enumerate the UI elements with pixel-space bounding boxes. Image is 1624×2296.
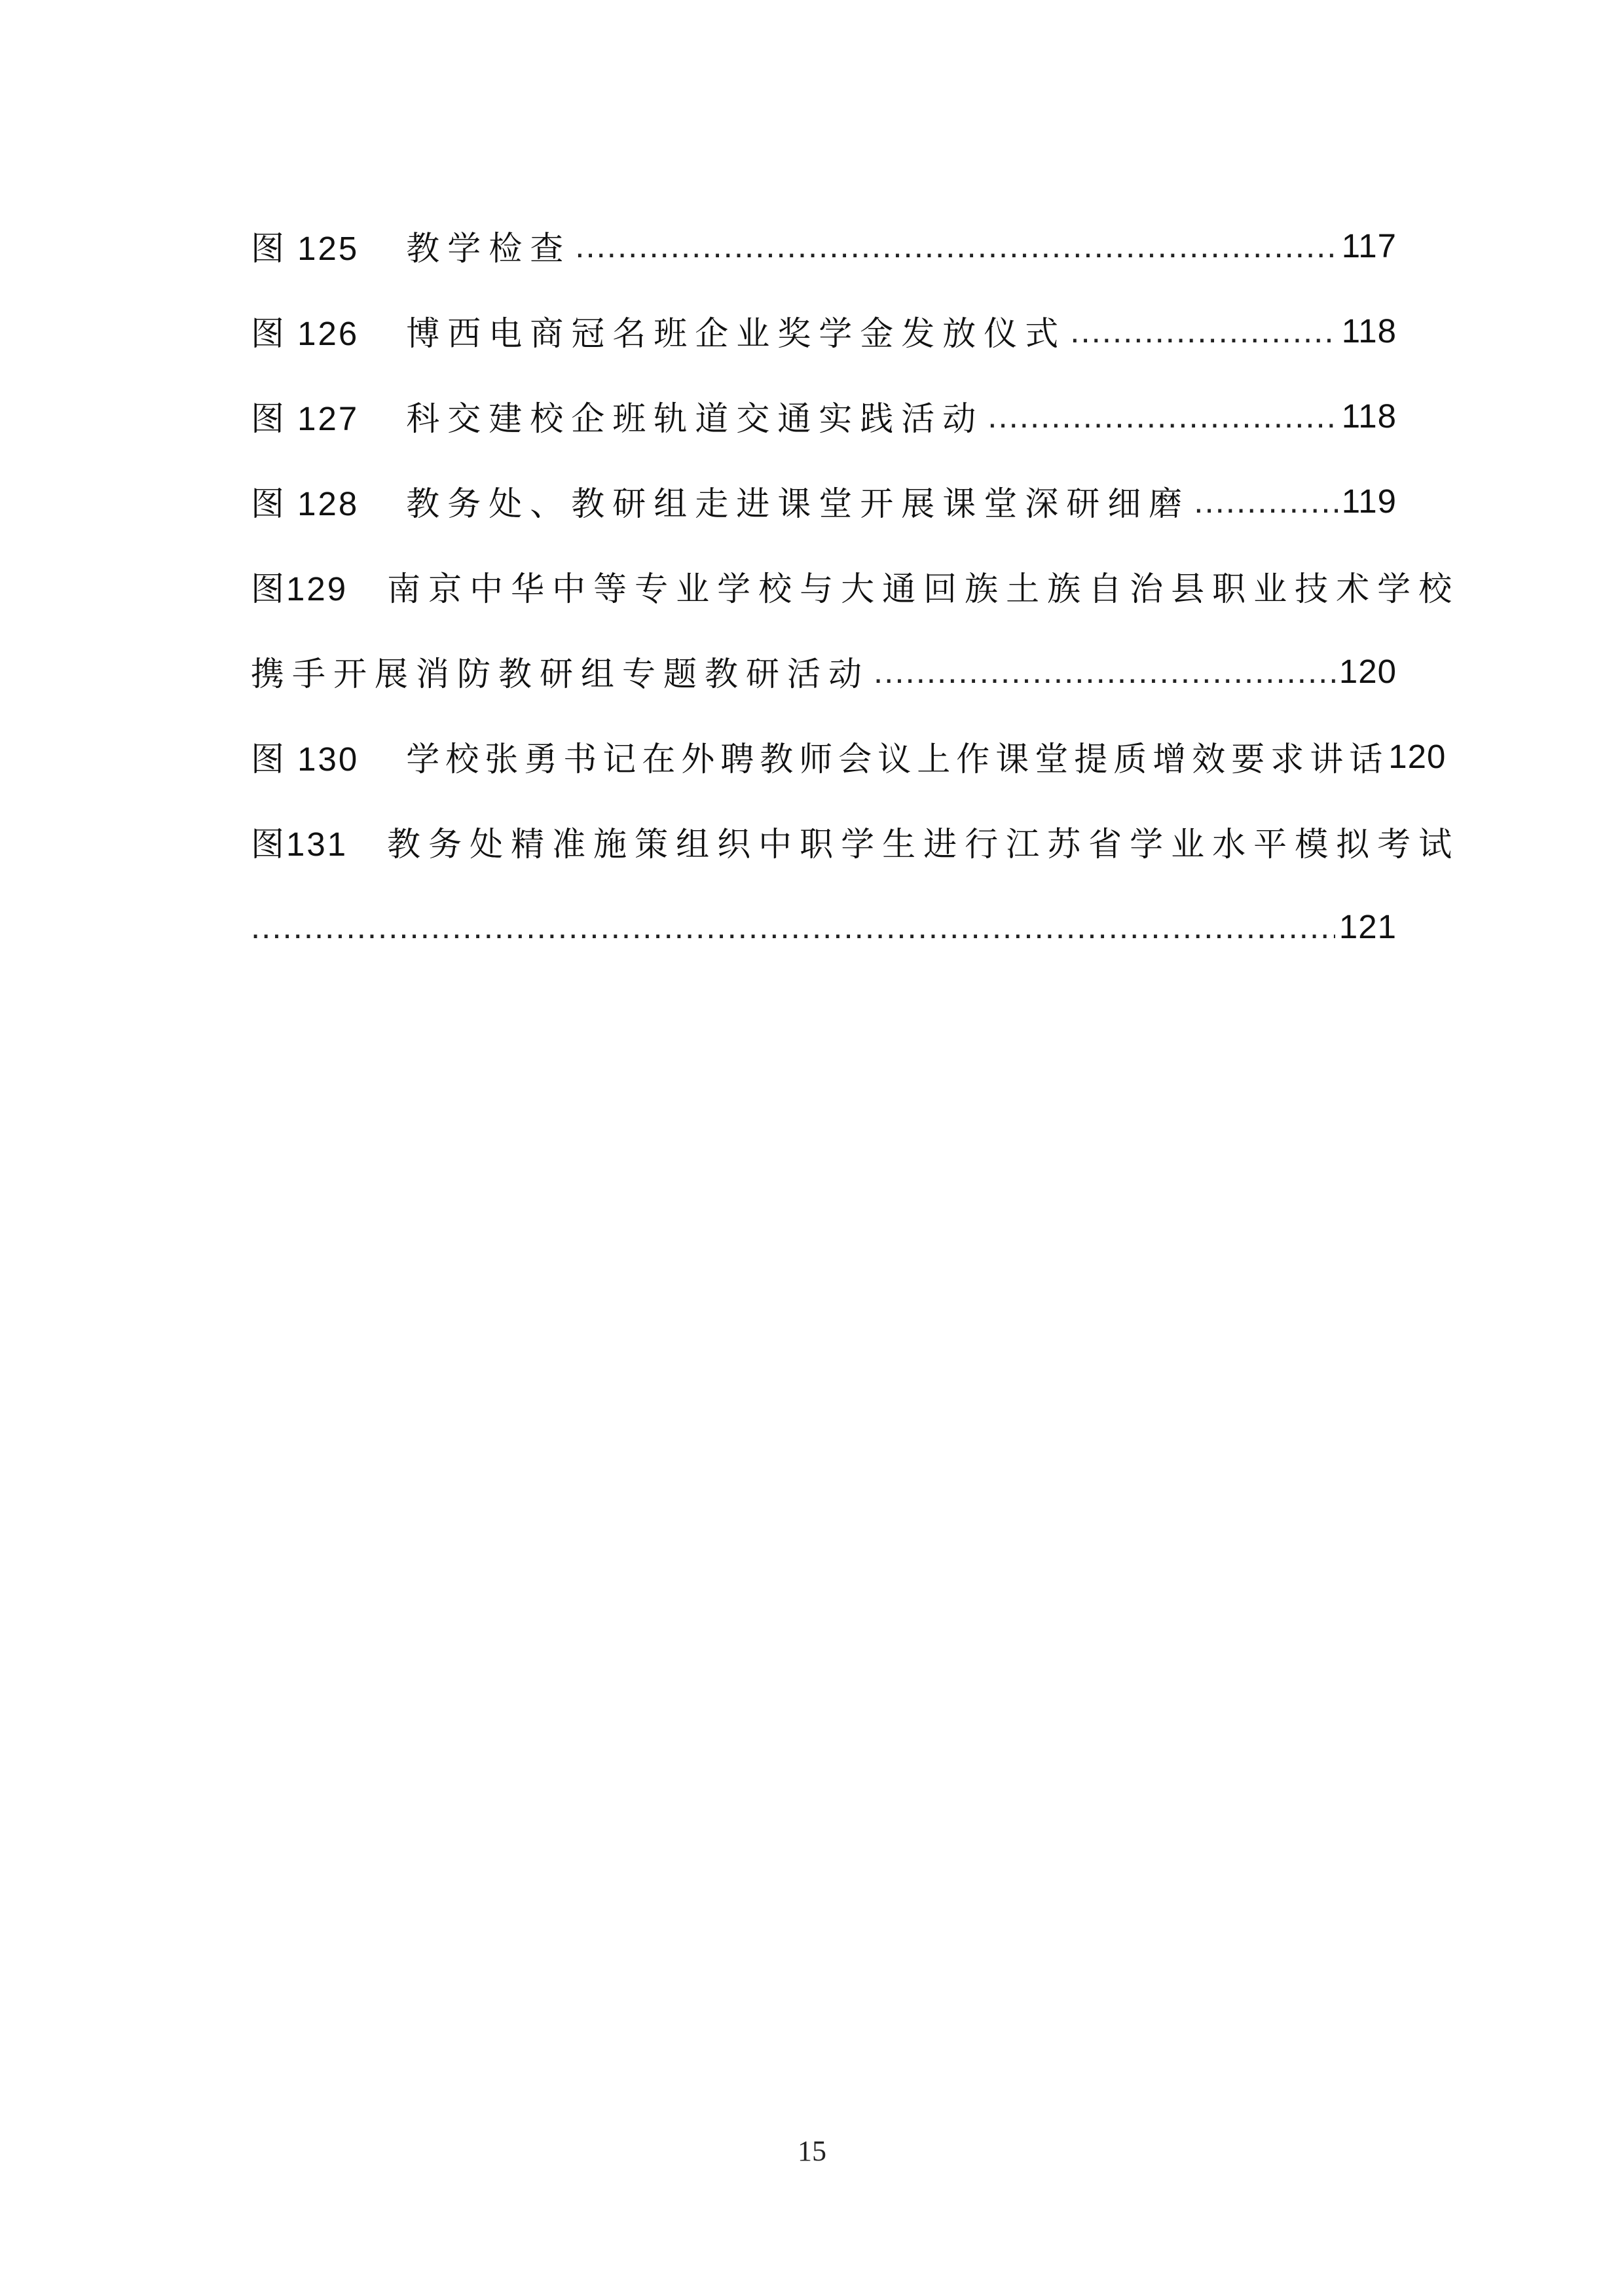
toc-entry-label: 图129 <box>251 570 348 608</box>
toc-entry-129-continuation[interactable] <box>251 629 1397 714</box>
toc-entry-129[interactable] <box>251 543 1460 629</box>
toc-entry-title: 教务处精准施策组织中职学生进行江苏省学业水平模拟考试 <box>387 826 1460 863</box>
toc-entry-label: 图131 <box>251 826 348 863</box>
toc-entry-page: 120 <box>1338 652 1397 690</box>
dot-leader <box>251 907 1335 946</box>
toc-entry-page: 118 <box>1341 312 1397 350</box>
toc-entry-130[interactable] <box>251 714 1447 799</box>
toc-entry-title: 教务处、教研组走进课堂开展课堂深研细磨 <box>406 485 1190 522</box>
toc-entry-label: 图 127 <box>251 400 360 437</box>
toc-entry-page: 117 <box>1341 227 1397 264</box>
toc-entry-title: 博西电商冠名班企业奖学金发放仪式 <box>406 315 1067 352</box>
toc-entry-label: 图 130 <box>251 740 360 778</box>
dot-leader <box>1070 312 1337 350</box>
dot-leader <box>1194 482 1337 520</box>
toc-entry-title: 学校张勇书记在外聘教师会议上作课堂提质增效要求讲话 <box>406 740 1389 778</box>
toc-entry-128[interactable] <box>251 458 1397 543</box>
toc-entry-label: 图 125 <box>251 230 360 267</box>
toc-entry-131[interactable] <box>251 799 1460 884</box>
toc-entry-page: 118 <box>1341 397 1397 435</box>
toc-entry-125[interactable] <box>251 203 1397 288</box>
toc-entry-page: 120 <box>1388 737 1447 775</box>
toc-entry-title-continuation: 携手开展消防教研组专题教研活动 <box>251 655 870 693</box>
dot-leader <box>987 397 1337 435</box>
toc-entry-title: 南京中华中等专业学校与大通回族土族自治县职业技术学校 <box>387 570 1460 608</box>
toc-entry-title: 教学检查 <box>406 230 572 267</box>
dot-leader <box>874 652 1335 691</box>
toc-entry-127[interactable] <box>251 373 1397 458</box>
figure-toc <box>251 203 1460 969</box>
toc-entry-label: 图 126 <box>251 315 360 352</box>
toc-entry-126[interactable] <box>251 288 1397 373</box>
dot-leader <box>575 227 1337 265</box>
page-number: 15 <box>798 2135 826 2167</box>
toc-entry-page: 121 <box>1338 907 1397 945</box>
toc-entry-131-continuation[interactable] <box>251 884 1397 969</box>
toc-entry-title: 科交建校企班轨道交通实践活动 <box>406 400 984 437</box>
toc-entry-page: 119 <box>1341 482 1397 520</box>
toc-entry-label: 图 128 <box>251 485 360 522</box>
